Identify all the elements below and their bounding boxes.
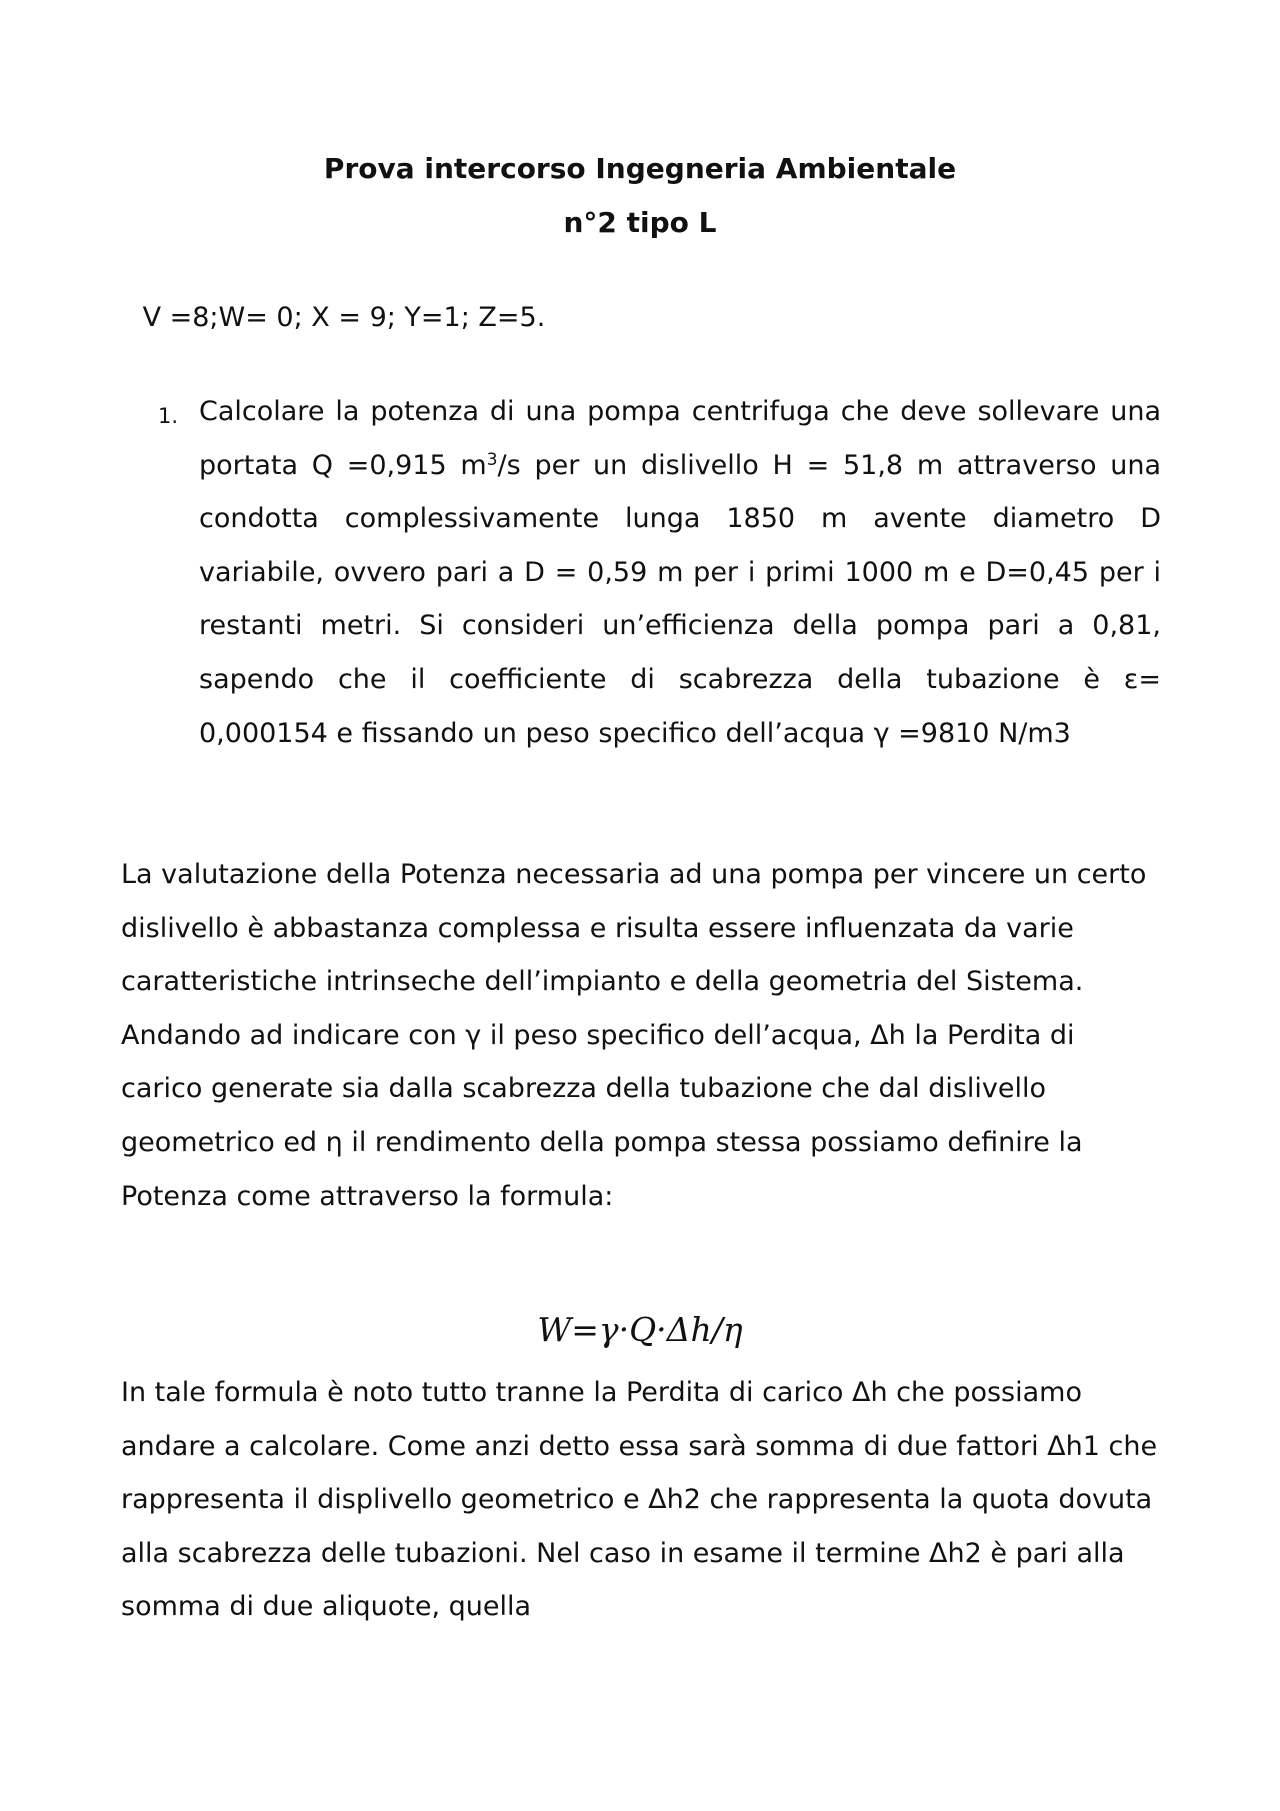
title-line-1: Prova intercorso Ingegneria Ambientale [323,152,957,185]
problem-text-part-2: /s per un dislivello H = 51,8 m attraverso una condotta complessivamente lunga 1850 m avente diametro D variabile, ovvero pari a D = 0,59 m per i primi 1000 m e D=0,45 per i restanti metri. Si consideri un’efficienza della pompa pari a 0,81, sapendo che il coefficiente di scabrezza della tubazione è ε= 0,000154 e fissando un peso specifico dell’acqua γ =9810 N/m3 [199,449,1161,749]
variables-line: V =8;W= 0; X = 9; Y=1; Z=5. [134,302,546,333]
problem-text-part-1: Calcolare la potenza di una pompa centrifuga che deve sollevare una portata Q =0,915 m [199,396,1161,481]
title-line-2: n°2 tipo L [563,206,717,239]
list-item-number: 1. [158,404,179,428]
paragraph-head-loss: In tale formula è noto tutto tranne la Perdita di carico Δh che possiamo andare a calcolare. Come anzi detto essa sarà somma di due fattori Δh1 che rappresenta il displivello geometrico e Δh2 che rappresenta la quota dovuta alla scabrezza delle tubazioni. Nel caso in esame il termine Δh2 è pari alla somma di due aliquote, quella [121,1377,1158,1623]
problem-statement [199,385,1161,760]
superscript-exponent: 3 [486,449,498,470]
power-formula: W=γ·Q·Δh/η [537,1310,743,1349]
document-title [0,142,1280,250]
paragraph-power-intro: La valutazione della Potenza necessaria ad una pompa per vincere un certo dislivello è abbastanza complessa e risulta essere influenzata da varie caratteristiche intrinseche dell’impianto e della geometria del Sistema. Andando ad indicare con γ il peso specifico dell’acqua, Δh la Perdita di carico generate sia dalla scabrezza della tubazione che dal dislivello geometrico ed η il rendimento della pompa stessa possiamo definire la Potenza come attraverso la formula: [121,859,1147,1212]
